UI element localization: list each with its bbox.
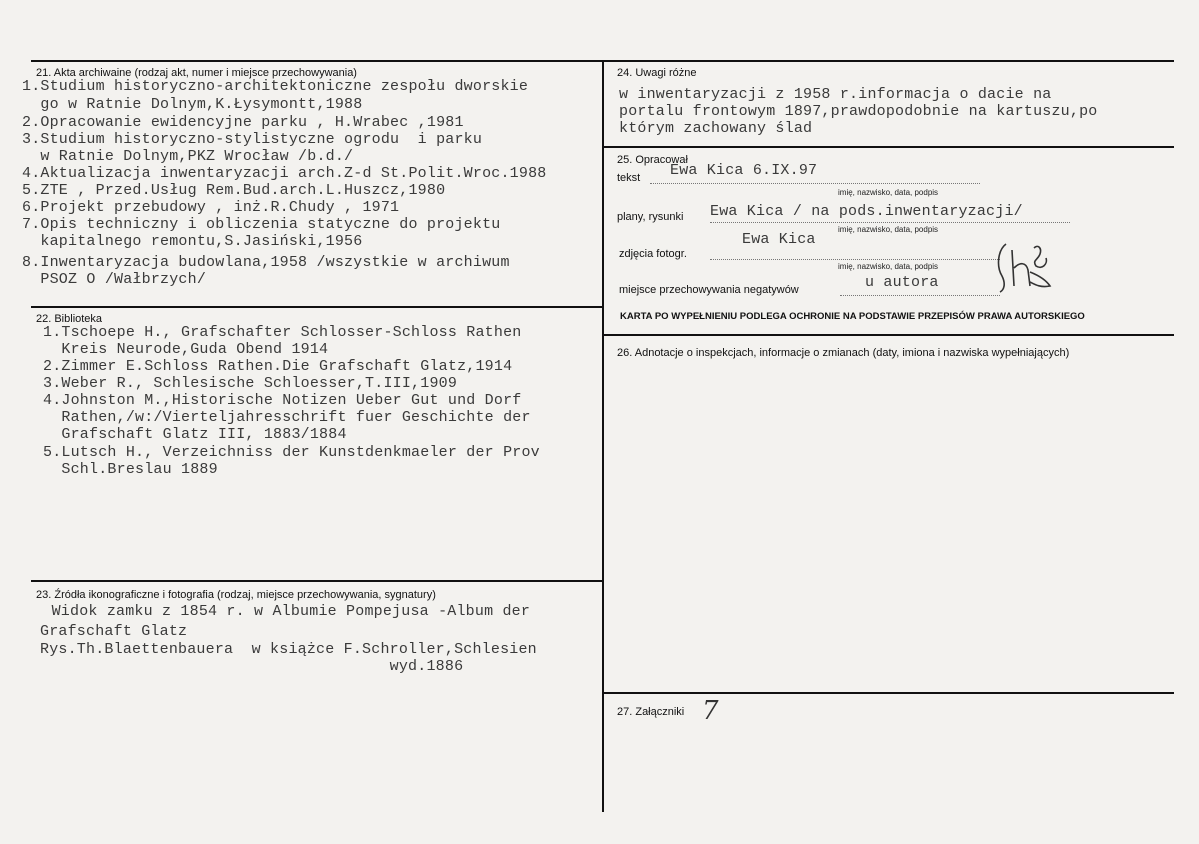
field-caption: imię, nazwisko, data, podpis [838,225,939,234]
zdjecia-label: zdjęcia fotogr. [619,248,687,260]
s21-line: 5.ZTE , Przed.Usług Rem.Bud.arch.L.Huszcz,1980 [22,182,446,199]
divider-22-23 [31,580,603,582]
tekst-value: Ewa Kica 6.IX.97 [670,162,818,179]
s21-line: w Ratnie Dolnym,PKZ Wrocław /b.d./ [22,148,354,165]
miejsce-field-line [840,295,1000,296]
center-divider [602,60,604,812]
miejsce-label: miejsce przechowywania negatywów [619,284,799,296]
s22-line: Grafschaft Glatz III, 1883/1884 [43,426,347,443]
s21-line: PSOZ O /Wałbrzych/ [22,271,207,288]
section-26-header: 26. Adnotacje o inspekcjach, informacje o zmianach (daty, imiona i nazwiska wypełniających) [617,347,1070,359]
section-22-header: 22. Biblioteka [36,313,103,325]
section-27-header: 27. Załączniki [617,706,685,718]
s22-line: 1.Tschoepe H., Grafschafter Schlosser-Schloss Rathen [43,324,522,341]
s24-line: w inwentaryzacji z 1958 r.informacja o dacie na [619,86,1052,103]
s21-line: 6.Projekt przebudowy , inż.R.Chudy , 1971 [22,199,400,216]
s22-line: 2.Zimmer E.Schloss Rathen.Die Grafschaft Glatz,1914 [43,358,513,375]
plany-value-2: Ewa Kica [742,231,816,248]
s22-line: Kreis Neurode,Guda Obend 1914 [43,341,329,358]
field-caption: imię, nazwisko, data, podpis [838,262,939,271]
tekst-label: tekst [617,172,641,184]
plany-field-line [710,222,1070,223]
divider-25-26 [603,334,1174,336]
section-21-header: 21. Akta archiwaine (rodzaj akt, numer i miejsce przechowywania) [36,67,357,79]
section-24-header: 24. Uwagi różne [617,67,697,79]
divider-24-25 [603,146,1174,148]
s21-line: kapitalnego remontu,S.Jasiński,1956 [22,233,363,250]
s22-line: 3.Weber R., Schlesische Schloesser,T.III,1909 [43,375,458,392]
s23-line: Rys.Th.Blaettenbauera w książce F.Schroller,Schlesien [40,641,537,658]
s24-line: którym zachowany ślad [619,120,813,137]
section-25-header: 25. Opracował [617,154,688,166]
s22-line: 5.Lutsch H., Verzeichniss der Kunstdenkmaeler der Prov [43,444,540,461]
s23-line: Widok zamku z 1854 r. w Albumie Pompejusa -Album der [24,603,531,620]
s21-line: go w Ratnie Dolnym,K.Łysymontt,1988 [22,96,363,113]
s23-line: wyd.1886 [40,658,464,675]
s21-line: 1.Studium historyczno-architektoniczne zespołu dworskie [22,78,529,95]
divider-26-27 [603,692,1174,694]
s21-line: 8.Inwentaryzacja budowlana,1958 /wszystkie w archiwum [22,254,510,271]
s21-line: 4.Aktualizacja inwentaryzacji arch.Z-d St.Polit.Wroc.1988 [22,165,547,182]
s21-line: 2.Opracowanie ewidencyjne parku , H.Wrabec ,1981 [22,114,464,131]
tekst-field-line [650,183,980,184]
attachments-count: 7 [702,696,719,726]
s22-line: Schl.Breslau 1889 [43,461,218,478]
miejsce-value: u autora [865,274,939,291]
s24-line: portalu frontowym 1897,prawdopodobnie na kartuszu,po [619,103,1098,120]
zdjecia-field-line [710,259,1000,260]
plany-label: plany, rysunki [617,211,684,223]
s23-line: Grafschaft Glatz [40,623,188,640]
signature [990,236,1060,294]
s21-line: 3.Studium historyczno-stylistyczne ogrodu i parku [22,131,483,148]
copyright-notice: KARTA PO WYPEŁNIENIU PODLEGA OCHRONIE NA PODSTAWIE PRZEPISÓW PRAWA AUTORSKIEGO [620,311,1085,322]
section-23-header: 23. Źródła ikonograficzne i fotografia (rodzaj, miejsce przechowywania, sygnatury) [36,589,436,601]
s22-line: Rathen,/w:/Vierteljahresschrift fuer Geschichte der [43,409,531,426]
field-caption: imię, nazwisko, data, podpis [838,188,939,197]
s21-line: 7.Opis techniczny i obliczenia statyczne do projektu [22,216,501,233]
plany-value: Ewa Kica / na pods.inwentaryzacji/ [710,203,1023,220]
divider-21-22 [31,306,603,308]
s22-line: 4.Johnston M.,Historische Notizen Ueber Gut und Dorf [43,392,522,409]
